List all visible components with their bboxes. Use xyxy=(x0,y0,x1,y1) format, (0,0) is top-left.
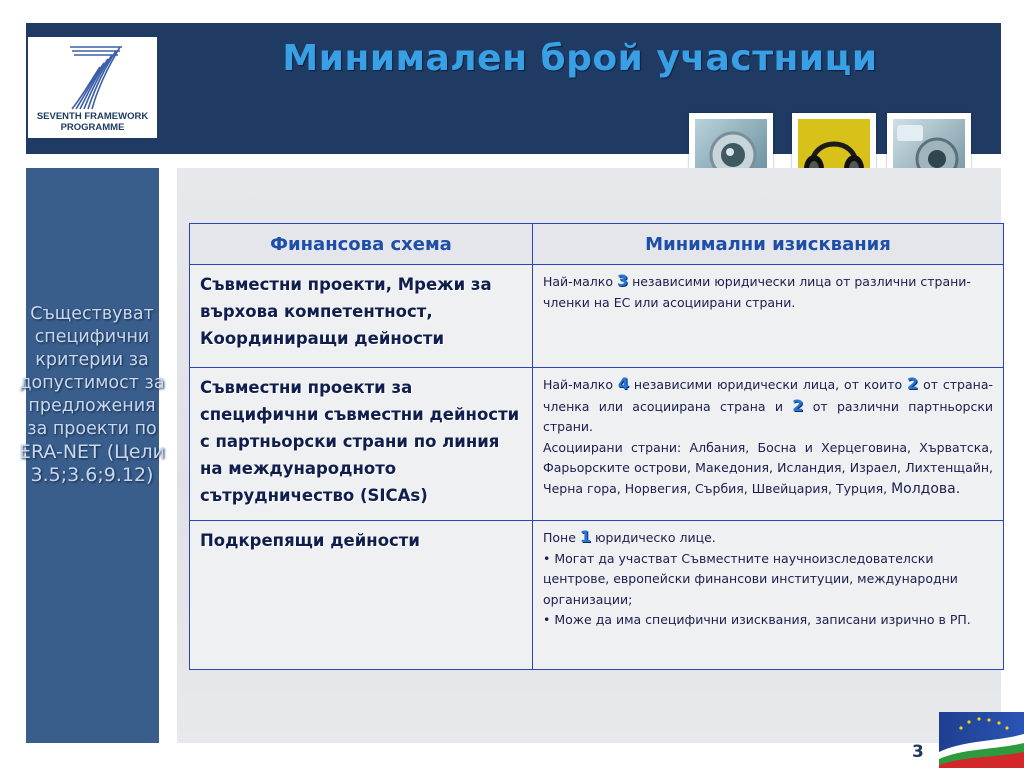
scheme-cell: Съвместни проекти, Мрежи за върхова компетентност, Координиращи дейности xyxy=(190,265,533,368)
req-number: 2 xyxy=(792,395,804,415)
req-text: Най-малко xyxy=(543,377,618,392)
sidebar-line: предложения xyxy=(28,396,156,416)
req-number: 1 xyxy=(579,527,592,546)
req-text: юридическо лице. xyxy=(591,530,716,545)
requirement-cell xyxy=(533,265,1004,368)
req-text: Молдова. xyxy=(891,480,961,497)
req-text: независими юридически лица от различни страни-членки на ЕС или асоциирани страни. xyxy=(543,274,971,310)
sidebar-line: ERA-NET (Цели xyxy=(18,441,166,463)
req-text: от страна-членка или асоциирана страна и xyxy=(543,377,993,414)
scheme-cell: Подкрепящи дейности xyxy=(190,521,533,670)
table-row xyxy=(190,521,1004,670)
table-header-row xyxy=(190,224,1004,265)
requirement-cell xyxy=(533,368,1004,521)
logo-line-2: PROGRAMME xyxy=(60,122,125,133)
req-bullet: • Могат да участват Съвместните научноизследователски центрове, европейски финансови институции, международни организации; xyxy=(543,550,958,607)
page-number: 3 xyxy=(912,742,924,762)
table-row xyxy=(190,368,1004,521)
logo-caption xyxy=(28,111,157,133)
requirement-cell xyxy=(533,521,1004,670)
seven-logo-icon xyxy=(68,41,124,111)
req-text: Най-малко xyxy=(543,274,617,289)
header-funding-scheme: Финансова схема xyxy=(190,224,533,265)
sidebar-line: специфични xyxy=(34,327,150,347)
table-row xyxy=(190,265,1004,368)
page-title: Минимален брой участници xyxy=(282,38,878,79)
sidebar-note xyxy=(6,303,178,487)
sidebar-line: за проекти по xyxy=(27,419,157,439)
req-number: 2 xyxy=(907,374,919,393)
req-text: Поне xyxy=(543,530,580,545)
req-paragraph xyxy=(543,374,993,438)
eu-flag-icon xyxy=(939,712,1024,768)
sidebar-line: Съществуват xyxy=(30,304,154,324)
logo-line-1: SEVENTH FRAMEWORK xyxy=(36,111,149,122)
fp7-logo xyxy=(28,37,157,138)
req-text: независими юридически лица, от които xyxy=(629,377,908,392)
req-paragraph xyxy=(543,438,993,500)
scheme-cell: Съвместни проекти за специфични съвместни дейности с партньорски страни по линия на международното сътрудничество (SICAs) xyxy=(190,368,533,521)
req-bullet: • Може да има специфични изисквания, записани изрично в РП. xyxy=(543,612,971,627)
sidebar-line: допустимост за xyxy=(19,373,165,393)
req-text: Асоциирани страни: Албания, Босна и Херцеговина, Хърватска, Фарьорските острови, Македония, Исландия, Израел, Лихтенщайн, Черна гора, Норвегия, Сърбия, Швейцария, Турция, xyxy=(543,439,993,496)
sidebar-line: 3.5;3.6;9.12) xyxy=(30,464,154,486)
req-text: от различни партньорски страни. xyxy=(543,398,993,434)
header-min-requirements: Минимални изисквания xyxy=(533,224,1004,265)
req-number: 4 xyxy=(617,374,630,393)
sidebar-line: критерии за xyxy=(35,350,149,370)
requirements-table xyxy=(189,223,1004,670)
req-paragraph xyxy=(543,527,993,549)
req-number: 3 xyxy=(616,271,629,290)
